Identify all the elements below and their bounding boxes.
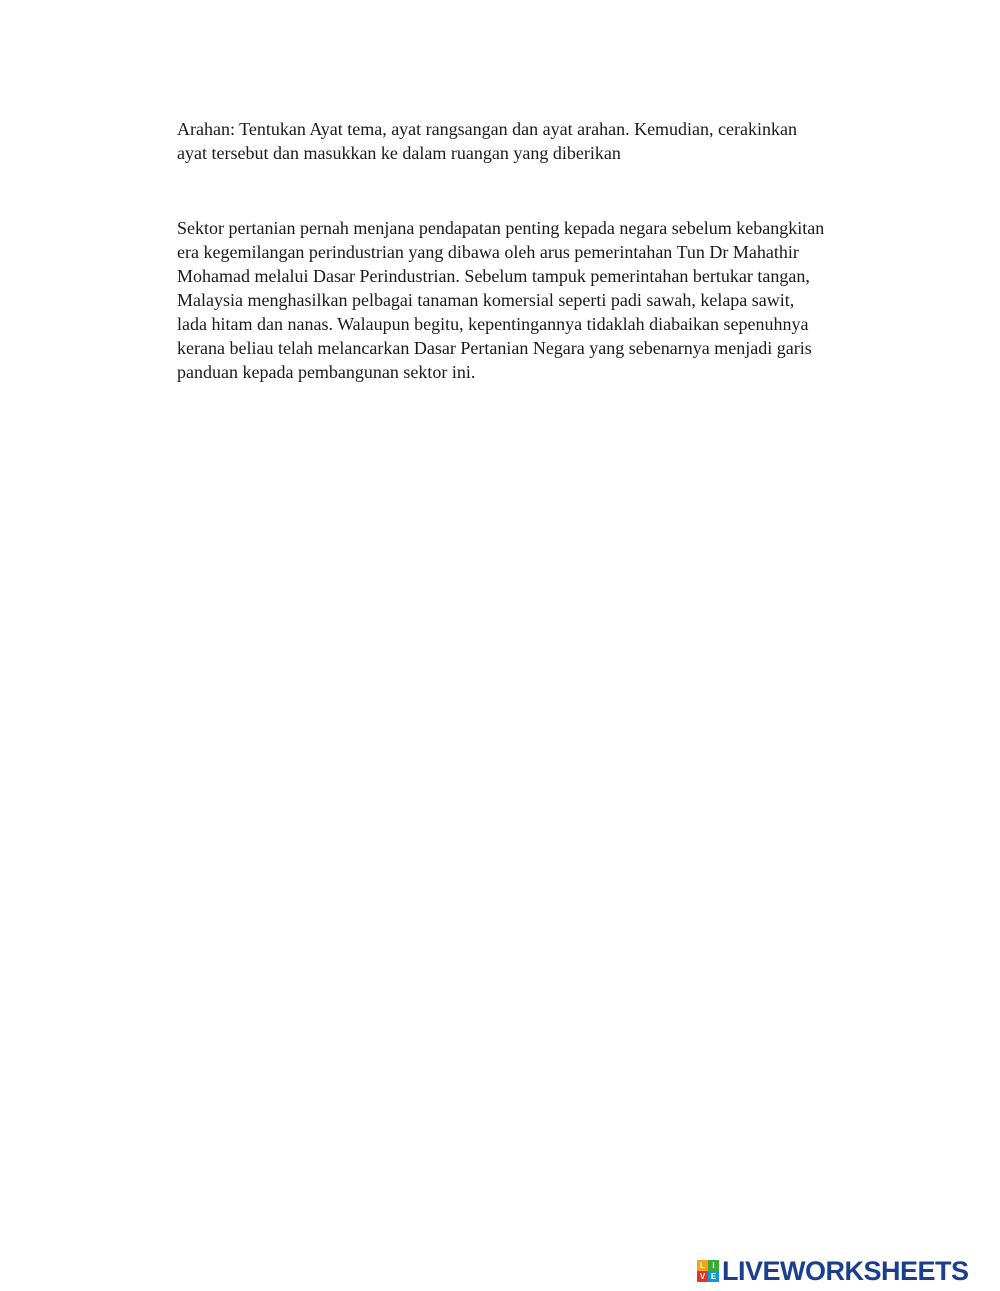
passage-line: Mohamad melalui Dasar Perindustrian. Sebelum tampuk pemerintahan bertukar tangan,: [177, 266, 810, 286]
passage-line: panduan kepada pembangunan sektor ini.: [177, 362, 476, 382]
passage-line: era kegemilangan perindustrian yang dibawa oleh arus pemerintahan Tun Dr Mahathir: [177, 242, 799, 262]
passage-line: Malaysia menghasilkan pelbagai tanaman komersial seperti padi sawah, kelapa sawit,: [177, 290, 795, 310]
instruction-line: ayat tersebut dan masukkan ke dalam ruangan yang diberikan: [177, 143, 621, 163]
logo-cell-i: I: [708, 1260, 719, 1271]
logo-cell-v: V: [697, 1271, 708, 1282]
instruction-text: [177, 117, 877, 165]
passage-line: kerana beliau telah melancarkan Dasar Pertanian Negara yang sebenarnya menjadi garis: [177, 338, 812, 358]
liveworksheets-logo-icon: [697, 1260, 719, 1282]
liveworksheets-logo: [697, 1256, 969, 1286]
liveworksheets-logo-text: LIVEWORKSHEETS: [722, 1256, 969, 1286]
passage-line: lada hitam dan nanas. Walaupun begitu, kepentingannya tidaklah diabaikan sepenuhnya: [177, 314, 809, 334]
instruction-line: Arahan: Tentukan Ayat tema, ayat rangsangan dan ayat arahan. Kemudian, cerakinkan: [177, 119, 797, 139]
passage-text: [177, 216, 889, 384]
logo-cell-l: L: [697, 1260, 708, 1271]
logo-cell-e: E: [708, 1271, 719, 1282]
passage-line: Sektor pertanian pernah menjana pendapatan penting kepada negara sebelum kebangkitan: [177, 218, 825, 238]
